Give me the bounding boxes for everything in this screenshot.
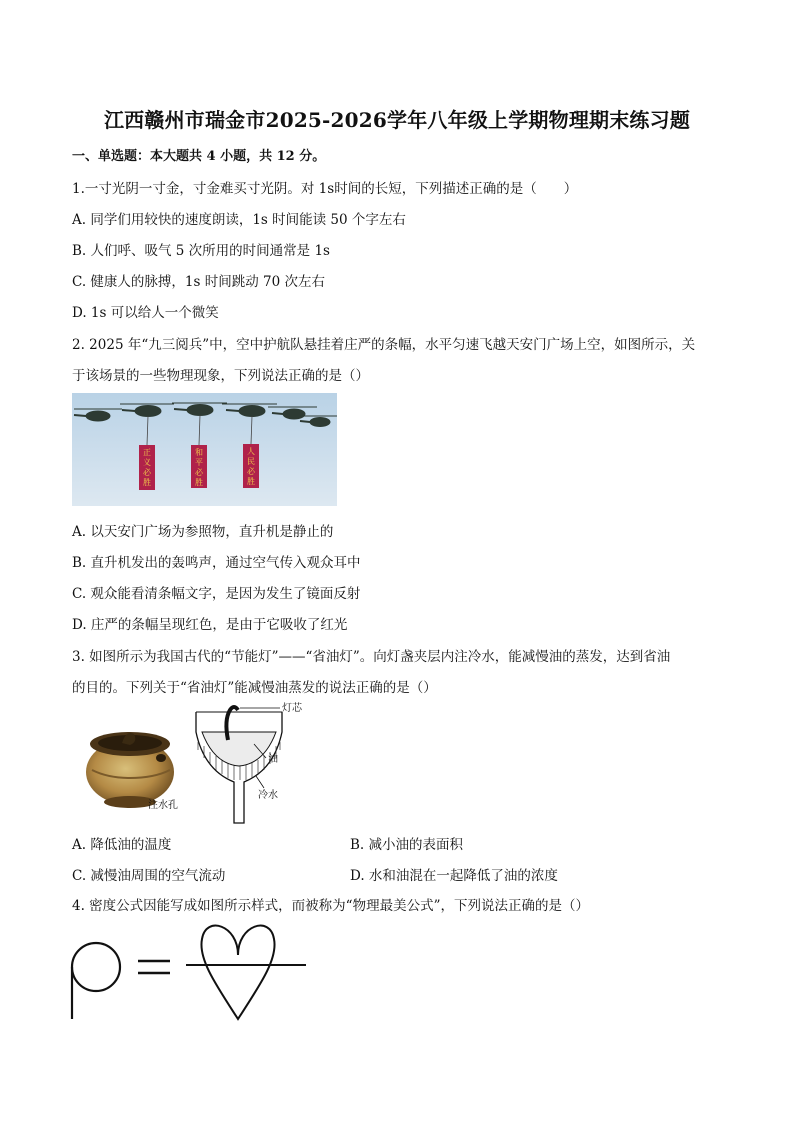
- equals-sign: [138, 961, 170, 973]
- banner-text-char: 民: [247, 457, 255, 466]
- q3-stem-line2: 的目的。下列关于“省油灯”能减慢油蒸发的说法正确的是（）: [72, 680, 437, 696]
- oil-lamp-diagram: [194, 700, 320, 828]
- q1-option-c: C. 健康人的脉搏，1s 时间跳动 70 次左右: [72, 274, 325, 290]
- banner-text-char: 人: [247, 447, 255, 456]
- banner-text-char: 胜: [143, 478, 151, 487]
- q1-stem: 1.一寸光阴一寸金，寸金难买寸光阴。对 1s时间的长短，下列描述正确的是（ ）: [72, 181, 578, 197]
- q3-stem-line1: 3. 如图所示为我国古代的“节能灯”——“省油灯”。向灯盏夹层内注冷水，能减慢油的蒸发，达到省油: [72, 649, 671, 665]
- banner-text-char: 义: [143, 458, 151, 467]
- banner-text-char: 平: [195, 458, 203, 467]
- q3-option-b: B. 减小油的表面积: [350, 837, 464, 853]
- q2-option-b: B. 直升机发出的轰鸣声，通过空气传入观众耳中: [72, 555, 361, 571]
- banner-text-char: 和: [195, 448, 203, 457]
- section-heading: 一、单选题：本大题共 4 小题，共 12 分。: [72, 149, 326, 164]
- q1-option-d: D. 1s 可以给人一个微笑: [72, 305, 219, 321]
- q2-stem-line1: 2. 2025 年“九三阅兵”中，空中护航队悬挂着庄严的条幅，水平匀速飞越天安门广场上空，如图所示，关: [72, 337, 696, 353]
- density-formula-figure: [66, 915, 311, 1025]
- q3-option-a: A. 降低油的温度: [72, 837, 172, 853]
- banner-text-char: 胜: [195, 478, 203, 487]
- q2-stem-line2: 于该场景的一些物理现象，下列说法正确的是（）: [72, 368, 369, 384]
- cold-water-label: 冷水: [258, 790, 278, 801]
- q3-option-d: D. 水和油混在一起降低了油的浓度: [350, 868, 558, 884]
- q3-option-c: C. 减慢油周围的空气流动: [72, 868, 226, 884]
- banner-text-char: 正: [143, 448, 151, 457]
- water-hole-icon: [156, 754, 166, 762]
- helicopter-banner-photo: [72, 393, 337, 506]
- rho-symbol: [72, 943, 120, 1019]
- q2-option-c: C. 观众能看清条幅文字，是因为发生了镜面反射: [72, 586, 361, 602]
- q1-option-b: B. 人们呼、吸气 5 次所用的时间通常是 1s: [72, 243, 330, 259]
- page-title: 江西赣州市瑞金市2025-2026学年八年级上学期物理期末练习题: [103, 108, 691, 132]
- oil-lamp-photo: [78, 720, 193, 815]
- q2-option-d: D. 庄严的条幅呈现红色，是由于它吸收了红光: [72, 617, 348, 633]
- q2-option-a: A. 以天安门广场为参照物，直升机是静止的: [72, 524, 334, 540]
- banner-text-char: 必: [195, 468, 203, 477]
- q1-option-a: A. 同学们用较快的速度朗读，1s 时间能读 50 个字左右: [72, 212, 406, 228]
- heart-icon: [201, 926, 274, 1019]
- banner-text-char: 必: [143, 468, 151, 477]
- hole-label: 注水孔: [148, 800, 178, 811]
- banner-text-char: 必: [247, 467, 255, 476]
- q4-stem: 4. 密度公式因能写成如图所示样式，而被称为“物理最美公式”，下列说法正确的是（）: [72, 898, 589, 914]
- wick-label: 灯芯: [282, 703, 302, 714]
- banner-text-char: 胜: [247, 477, 255, 486]
- oil-label: 油: [268, 754, 278, 765]
